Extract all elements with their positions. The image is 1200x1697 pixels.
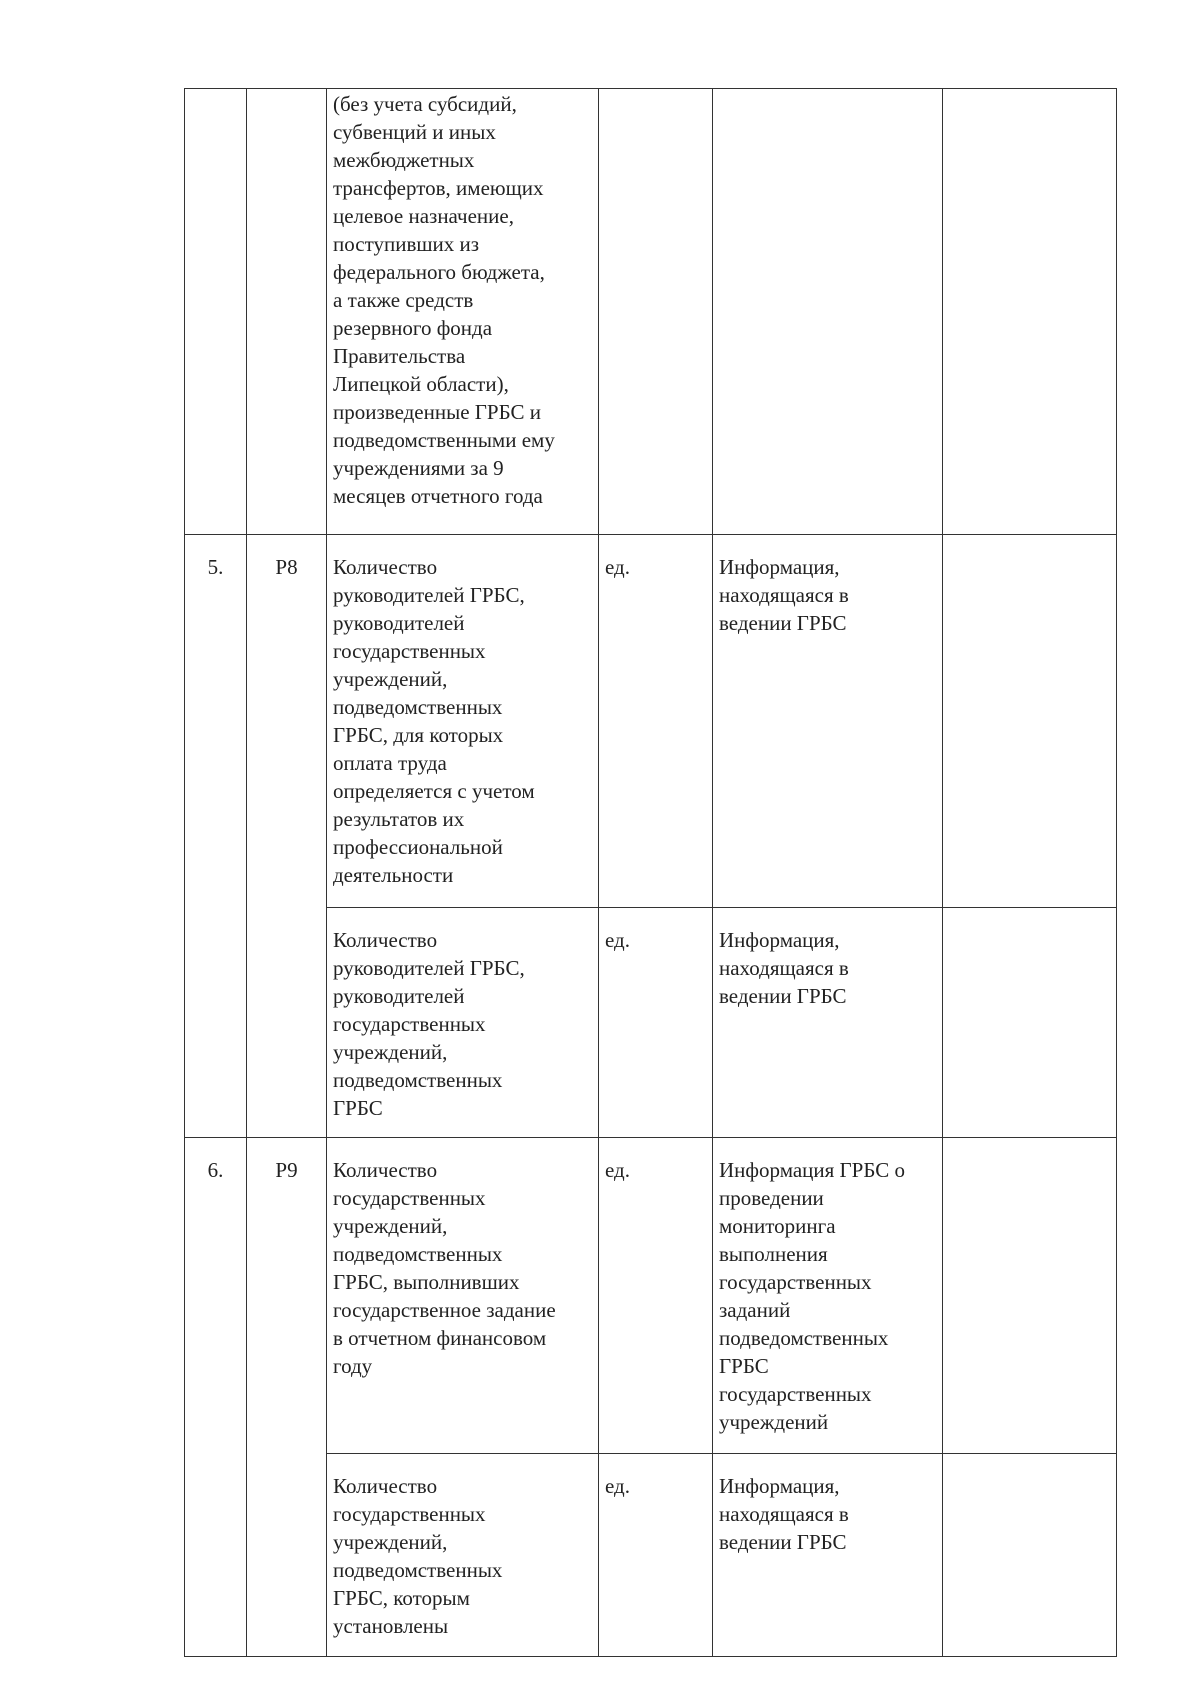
text-line: выполнения [719, 1242, 828, 1266]
text-line: подведомственных [333, 1242, 503, 1266]
text-line: ГРБС [719, 1354, 769, 1378]
indicators-table [184, 88, 1117, 1657]
text-line: Информация, [719, 555, 840, 579]
text-line: ГРБС, которым [333, 1586, 470, 1610]
note-cell [943, 1138, 1117, 1454]
text-line: деятельности [333, 863, 454, 887]
text-line: Информация, [719, 1474, 840, 1498]
text-line: руководителей [333, 611, 465, 635]
text-line: результатов их [333, 807, 465, 831]
note-cell [943, 1454, 1117, 1657]
text-line: ГРБС, выполнивших [333, 1270, 520, 1294]
text-line: Количество [333, 1158, 438, 1182]
text-line: ГРБС [333, 1096, 383, 1120]
text-line: профессиональной [333, 835, 503, 859]
text-line: находящаяся в [719, 1502, 849, 1526]
text-line: ведении ГРБС [719, 1530, 847, 1554]
indicator-description [327, 908, 599, 1138]
text-line: Количество [333, 555, 438, 579]
text-line: установлены [333, 1614, 449, 1638]
text-line: мониторинга [719, 1214, 836, 1238]
table-row [185, 89, 1117, 535]
text-line: произведенные ГРБС и [333, 400, 542, 424]
text-line: межбюджетных [333, 148, 475, 172]
text-line: подведомственных [333, 695, 503, 719]
text-line: государственных [719, 1382, 872, 1406]
text-line: проведении [719, 1186, 824, 1210]
text-line: государственных [719, 1270, 872, 1294]
indicator-description [327, 1454, 599, 1657]
text-line: государственных [333, 1502, 486, 1526]
text-line: учреждений, [333, 1530, 448, 1554]
text-line: государственных [333, 1186, 486, 1210]
text-line: руководителей ГРБС, [333, 956, 525, 980]
unit-cell: ед. [599, 535, 713, 908]
text-line: федерального бюджета, [333, 260, 545, 284]
text-line: месяцев отчетного года [333, 484, 543, 508]
source-cell [713, 908, 943, 1138]
text-line: учреждениями за 9 [333, 456, 504, 480]
text-line: заданий [719, 1298, 791, 1322]
text-line: ведении ГРБС [719, 984, 847, 1008]
text-line: Информация ГРБС о [719, 1158, 906, 1182]
text-line: (без учета субсидий, [333, 92, 517, 116]
text-line: государственное задание [333, 1298, 556, 1322]
source-cell [713, 535, 943, 908]
text-line: резервного фонда [333, 316, 493, 340]
note-cell [943, 908, 1117, 1138]
text-line: ведении ГРБС [719, 611, 847, 635]
text-line: находящаяся в [719, 583, 849, 607]
text-line: государственных [333, 639, 486, 663]
text-line: субвенций и иных [333, 120, 496, 144]
text-line: оплата труда [333, 751, 447, 775]
text-line: Количество [333, 928, 438, 952]
text-line: учреждений, [333, 667, 448, 691]
indicator-description [327, 1138, 599, 1454]
text-line: а также средств [333, 288, 474, 312]
text-line: Липецкой области), [333, 372, 509, 396]
indicator-code: Р9 [247, 1138, 327, 1657]
text-line: учреждений, [333, 1214, 448, 1238]
text-line: Информация, [719, 928, 840, 952]
unit-cell: ед. [599, 1138, 713, 1454]
unit-cell [599, 89, 713, 535]
text-line: определяется с учетом [333, 779, 535, 803]
indicator-description [327, 89, 599, 535]
indicator-description [327, 535, 599, 908]
source-cell [713, 89, 943, 535]
text-line: Правительства [333, 344, 466, 368]
text-line: ГРБС, для которых [333, 723, 504, 747]
text-line: в отчетном финансовом [333, 1326, 547, 1350]
text-line: учреждений [719, 1410, 829, 1434]
table-row [185, 535, 1117, 908]
note-cell [943, 89, 1117, 535]
text-line: поступивших из [333, 232, 480, 256]
text-line: подведомственными ему [333, 428, 555, 452]
unit-cell: ед. [599, 908, 713, 1138]
row-number [185, 89, 247, 535]
row-number: 5. [185, 535, 247, 1138]
text-line: подведомственных [719, 1326, 889, 1350]
text-line: целевое назначение, [333, 204, 514, 228]
text-line: подведомственных [333, 1068, 503, 1092]
indicator-code: Р8 [247, 535, 327, 1138]
source-cell [713, 1454, 943, 1657]
text-line: учреждений, [333, 1040, 448, 1064]
text-line: государственных [333, 1012, 486, 1036]
text-line: трансфертов, имеющих [333, 176, 544, 200]
text-line: находящаяся в [719, 956, 849, 980]
text-line: руководителей [333, 984, 465, 1008]
text-line: Количество [333, 1474, 438, 1498]
table-row [185, 1138, 1117, 1454]
text-line: году [333, 1354, 373, 1378]
note-cell [943, 535, 1117, 908]
indicator-code [247, 89, 327, 535]
source-cell [713, 1138, 943, 1454]
text-line: подведомственных [333, 1558, 503, 1582]
text-line: руководителей ГРБС, [333, 583, 525, 607]
row-number: 6. [185, 1138, 247, 1657]
unit-cell: ед. [599, 1454, 713, 1657]
